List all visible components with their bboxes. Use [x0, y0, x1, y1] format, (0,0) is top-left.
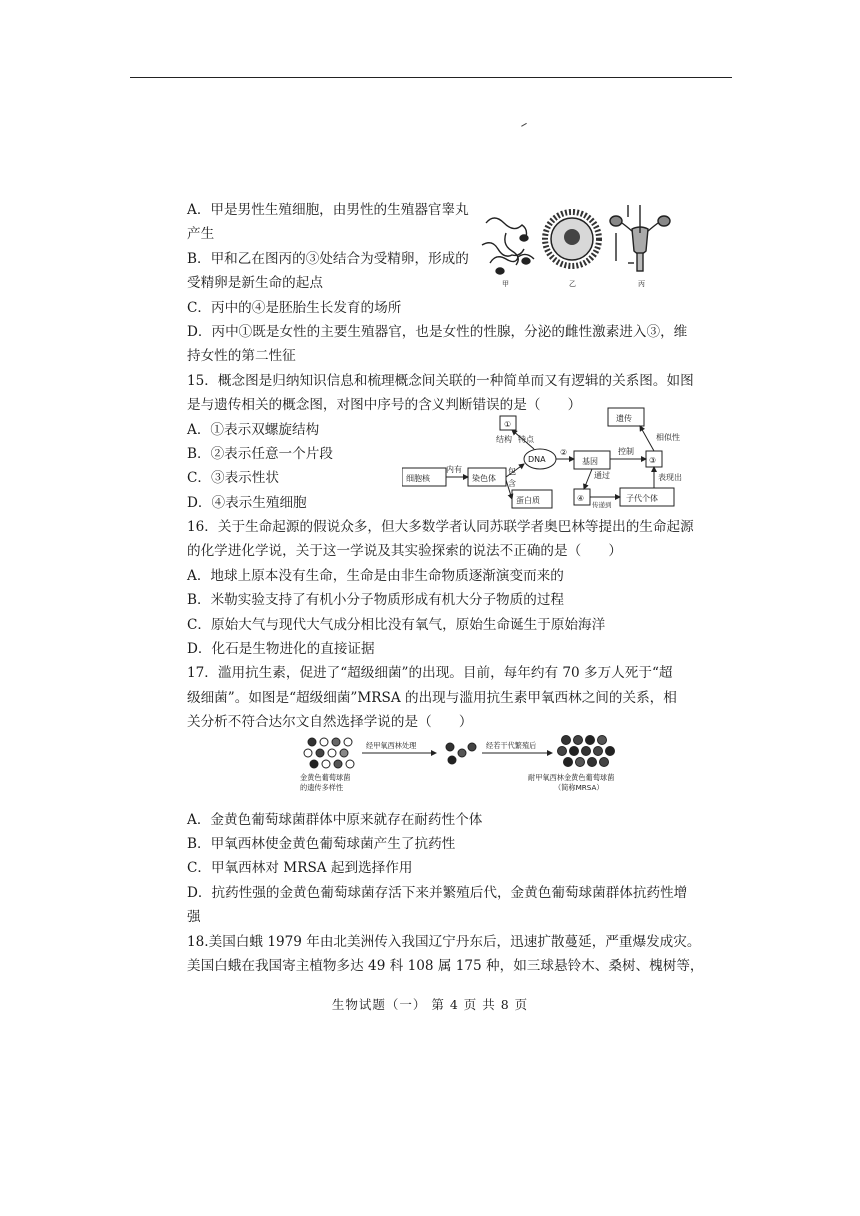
figure-label-jia: 甲	[502, 280, 509, 288]
question-17	[187, 661, 688, 929]
q14-option-a: A．甲是男性生殖细胞，由男性的生殖器官睾丸	[187, 202, 469, 218]
page-footer: 生物试题（一） 第 4 页 共 8 页	[331, 997, 529, 1012]
q16-stem-2: 的化学进化学说，关于这一学说及其实验探索的说法不正确的是（ ）	[187, 543, 622, 560]
label-genetic-diversity-1: 金黄色葡萄球菌	[300, 773, 351, 782]
q17-option-d: D．抗药性强的金黄色葡萄球菌存活下来并繁殖后代，金黄色葡萄球菌群体抗药性增	[187, 884, 688, 901]
figure-label-bing: 丙	[638, 280, 645, 288]
edge-include-2: 含	[508, 479, 516, 488]
question-16	[187, 515, 694, 661]
node-chromosome: 染色体	[472, 474, 496, 483]
question-14-options	[187, 198, 688, 369]
node-offspring: 子代个体	[626, 494, 658, 503]
node-number-2: ②	[560, 448, 568, 457]
q17-option-a: A．金黄色葡萄球菌群体中原来就存在耐药性个体	[187, 811, 483, 828]
edge-pass-to: 传递到	[592, 501, 612, 509]
label-mrsa-1: 耐甲氧西林金黄色葡萄球菌	[528, 773, 615, 782]
edge-include-1: 包	[508, 467, 516, 476]
edge-express: 表现出	[658, 473, 682, 482]
edge-control: 控制	[618, 447, 634, 456]
q14-option-c: C．丙中的④是胚胎生长发育的场所	[187, 299, 402, 316]
node-number-4: ④	[577, 494, 585, 503]
q15-stem-1: 15．概念图是归纳知识信息和梳理概念间关联的一种简单而又有逻辑的关系图。如图	[187, 372, 694, 389]
arrow-label-treatment: 经甲氧西林处理	[366, 741, 417, 750]
scan-mark	[521, 123, 529, 130]
q14-option-d: D．丙中①既是女性的主要生殖器官，也是女性的性腺，分泌的雌性激素进入③，维	[187, 323, 688, 340]
q15-option-b: B．②表示任意一个片段	[187, 445, 333, 462]
q16-stem-1: 16．关于生命起源的假说众多，但大多数学者认同苏联学者奥巴林等提出的生命起源	[187, 519, 694, 536]
q17-figure-space	[187, 735, 673, 808]
q17-stem-1: 17．滥用抗生素，促进了“超级细菌”的出现。目前，每年约有 70 多万人死于“超	[187, 665, 673, 682]
question-18	[187, 930, 704, 979]
q16-option-a: A．地球上原本没有生命，生命是由非生命物质逐渐演变而来的	[187, 567, 564, 584]
question-15	[187, 369, 694, 515]
edge-through: 通过	[594, 471, 610, 480]
edge-structure: 结构	[496, 435, 512, 444]
edge-similarity: 相似性	[656, 433, 680, 442]
node-dna: DNA	[528, 455, 546, 464]
q15-option-c: C．③表示性状	[187, 470, 279, 487]
q15-option-a: A．①表示双螺旋结构	[187, 421, 320, 438]
label-genetic-diversity-2: 的遗传多样性	[300, 783, 344, 792]
q16-option-b: B．米勒实验支持了有机小分子物质形成有机大分子物质的过程	[187, 592, 565, 609]
node-cell-nucleus: 细胞核	[406, 474, 430, 483]
q18-stem-1: 18.美国白蛾 1979 年由北美洲传入我国辽宁丹东后，迅速扩散蔓延，严重爆发成灾。	[187, 933, 701, 950]
q17-option-d-cont: 强	[187, 909, 201, 926]
edge-contains: 内有	[446, 465, 462, 474]
figure-label-yi: 乙	[569, 280, 576, 288]
q14-option-b: B．甲和乙在图丙的③处结合为受精卵，形成的	[187, 250, 469, 267]
arrow-label-reproduction: 经若干代繁殖后	[486, 741, 537, 750]
node-heredity: 遗传	[616, 414, 632, 423]
node-protein: 蛋白质	[516, 496, 540, 505]
edge-feature: 特点	[518, 435, 534, 444]
q18-stem-2: 美国白蛾在我国寄主植物多达 49 科 108 属 175 种，如三球悬铃木、桑树、槐树等，	[187, 957, 704, 974]
header-rule	[130, 77, 732, 78]
q16-option-d: D．化石是生物进化的直接证据	[187, 641, 375, 658]
q16-option-c: C．原始大气与现代大气成分相比没有氧气，原始生命诞生于原始海洋	[187, 616, 606, 633]
q17-stem-2: 级细菌”。如图是“超级细菌”MRSA 的出现与滥用抗生素甲氧西林之间的关系，相	[187, 689, 677, 706]
q14-option-d-cont: 持女性的第二性征	[187, 348, 296, 365]
q17-option-c: C．甲氧西林对 MRSA 起到选择作用	[187, 860, 413, 877]
q17-option-b: B．甲氧西林使金黄色葡萄球菌产生了抗药性	[187, 835, 456, 852]
label-mrsa-2: （简称MRSA）	[554, 783, 604, 792]
q15-option-d: D．④表示生殖细胞	[187, 494, 307, 511]
q14-option-a-cont: 产生	[187, 226, 215, 243]
node-number-3: ③	[649, 456, 657, 465]
q17-stem-3: 关分析不符合达尔文自然选择学说的是（ ）	[187, 714, 473, 731]
q15-stem-2: 是与遗传相关的概念图，对图中序号的含义判断错误的是（ ）	[187, 397, 582, 414]
q14-option-b-cont: 受精卵是新生命的起点	[187, 275, 323, 292]
node-gene: 基因	[582, 457, 598, 466]
node-number-1: ①	[504, 420, 512, 429]
question-content	[187, 198, 704, 978]
